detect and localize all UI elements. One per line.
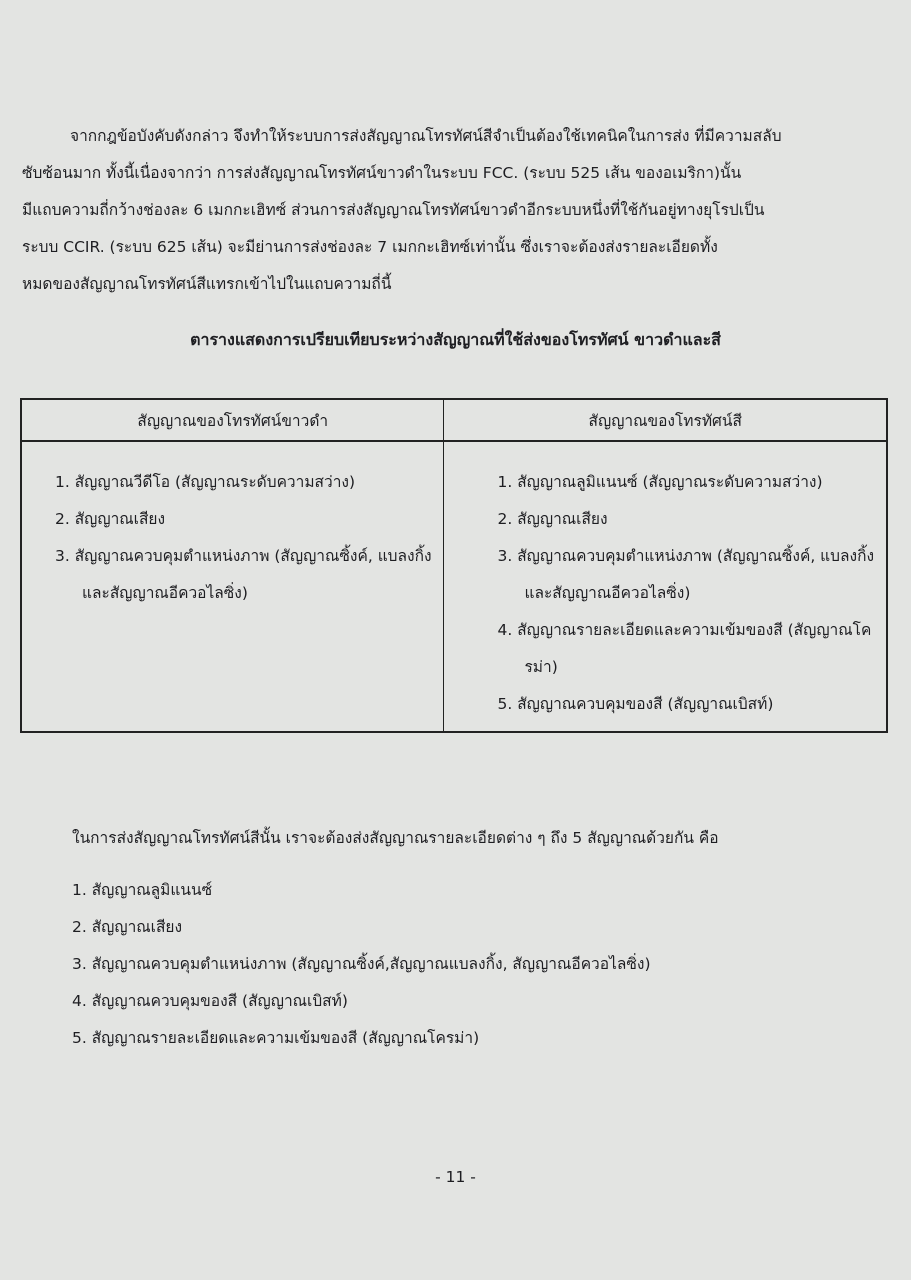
list-item: 3. สัญญาณควบคุมตำแหน่งภาพ (สัญญาณซิ้งค์,สัญญาณแบลงกิ้ง, สัญญาณอีควอไลซิ่ง) (72, 955, 651, 973)
bw-cell (21, 441, 444, 732)
list-item: 2. สัญญาณเสียง (497, 510, 608, 528)
body-paragraph (22, 118, 872, 303)
table-header-row (21, 399, 887, 441)
table-row (21, 441, 887, 732)
list-item: 4. สัญญาณควบคุมของสี (สัญญาณเบิสท์) (72, 992, 348, 1010)
header-bw: สัญญาณของโทรทัศน์ขาวดำ (21, 399, 444, 441)
list-item: 1. สัญญาณวีดีโอ (สัญญาณระดับความสว่าง) (55, 473, 356, 491)
header-color: สัญญาณของโทรทัศน์สี (444, 399, 887, 441)
list-item: 2. สัญญาณเสียง (55, 510, 166, 528)
list-item: 5. สัญญาณรายละเอียดและความเข้มของสี (สัญญาณโครม่า) (72, 1029, 480, 1047)
page-number: - 11 - (435, 1168, 476, 1186)
paragraph-line: มีแถบความถี่กว้างช่องละ 6 เมกกะเฮิทซ์ ส่วนการส่งสัญญาณโทรทัศน์ขาวดำอีกระบบหนึ่งที่ใช้กันอยู่ทางยุโรปเป็น (22, 201, 765, 219)
signal-list (72, 872, 651, 1057)
paragraph-line: หมดของสัญญาณโทรทัศน์สีแทรกเข้าไปในแถบความถี่นี้ (22, 275, 392, 293)
intro-text: ในการส่งสัญญาณโทรทัศน์สีนั้น เราจะต้องส่งสัญญาณรายละเอียดต่าง ๆ ถึง 5 สัญญาณด้วยกัน คือ (72, 829, 719, 847)
table-caption: ตารางแสดงการเปรียบเทียบระหว่างสัญญาณที่ใช้ส่งของโทรทัศน์ ขาวดำและสี (190, 330, 721, 349)
list-item: 1. สัญญาณลูมิแนนซ์ (72, 881, 213, 899)
comparison-table (20, 398, 888, 733)
list-item: 3. สัญญาณควบคุมตำแหน่งภาพ (สัญญาณซิ้งค์, แบลงกิ้งและสัญญาณอีควอไลซิ่ง) (497, 547, 875, 602)
paragraph-line: จากกฎข้อบังคับดังกล่าว จึงทำให้ระบบการส่งสัญญาณโทรทัศน์สีจำเป็นต้องใช้เทคนิคในการส่ง ที่มีความสลับ (70, 127, 782, 145)
list-item: 2. สัญญาณเสียง (72, 918, 183, 936)
list-item: 5. สัญญาณควบคุมของสี (สัญญาณเบิสท์) (497, 695, 774, 713)
list-item: 3. สัญญาณควบคุมตำแหน่งภาพ (สัญญาณซิ้งค์, แบลงกิ้งและสัญญาณอีควอไลซิ่ง) (55, 547, 432, 602)
paragraph-line: ซับซ้อนมาก ทั้งนี้เนื่องจากว่า การส่งสัญญาณโทรทัศน์ขาวดำในระบบ FCC. (ระบบ 525 เส้น ของอเมริกา)นั้น (22, 164, 742, 182)
list-item: 4. สัญญาณรายละเอียดและความเข้มของสี (สัญญาณโครม่า) (497, 621, 872, 676)
list-item: 1. สัญญาณลูมิแนนซ์ (สัญญาณระดับความสว่าง) (497, 473, 823, 491)
color-cell (444, 441, 887, 732)
paragraph-line: ระบบ CCIR. (ระบบ 625 เส้น) จะมีย่านการส่งช่องละ 7 เมกกะเฮิทซ์เท่านั้น ซึ่งเราจะต้องส่งรายละเอียดทั้ง (22, 238, 718, 256)
